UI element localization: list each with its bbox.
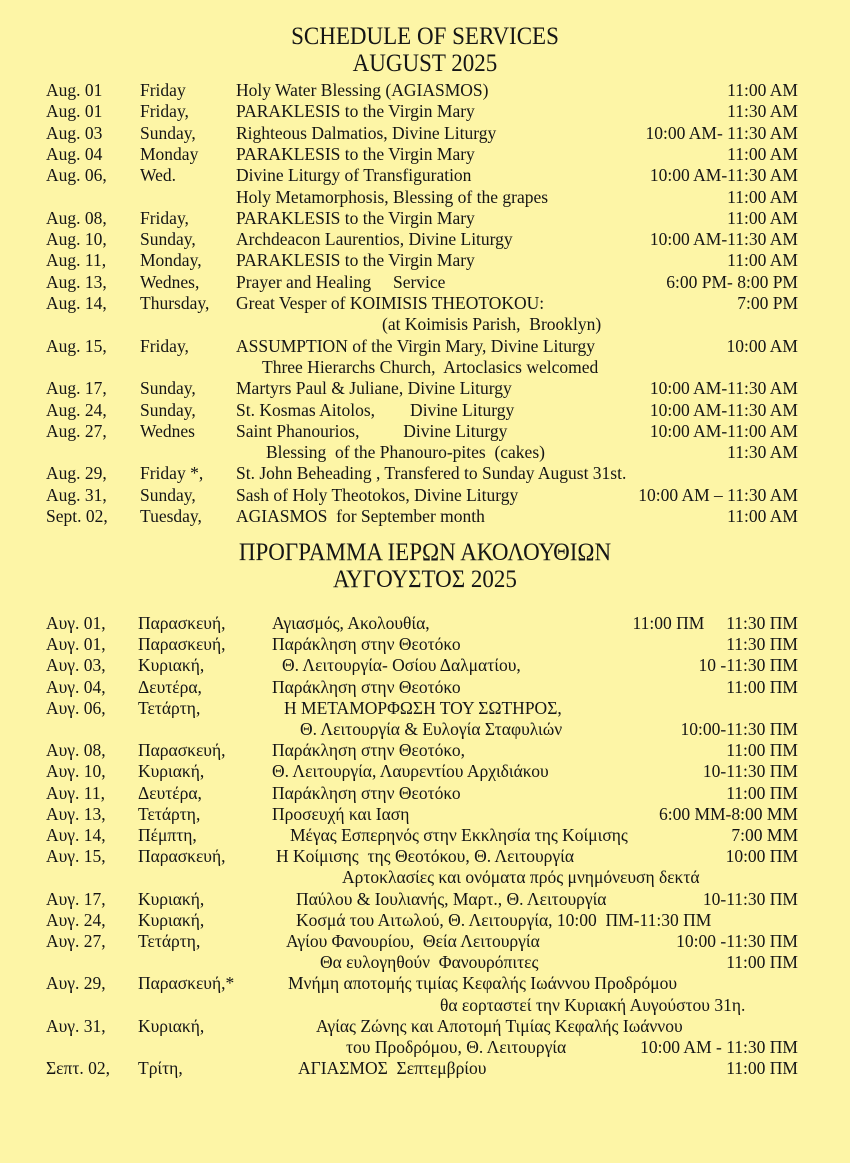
time-cell: 6:00 ΜΜ-8:00 ΜΜ: [658, 803, 798, 824]
date-cell: Aug. 17,: [46, 378, 107, 399]
time-cell: 10-11:30 ΠΜ: [702, 888, 798, 909]
day-cell: Παρασκευή,: [138, 634, 226, 655]
day-cell: Thursday,: [140, 293, 210, 313]
time-cell: 11:00 AM: [727, 143, 798, 164]
event-cell: Prayer and Healing Service: [236, 271, 446, 292]
schedule-row: [0, 803, 850, 825]
day-cell: Sunday,: [140, 122, 196, 143]
day-cell: Παρασκευή,*: [138, 973, 235, 994]
event-cell: Θ. Λειτουργία & Ευλογία Σταφυλιών: [300, 719, 563, 739]
date-cell: Aug. 03: [46, 122, 103, 143]
day-cell: Δευτέρα,: [138, 676, 202, 697]
time-cell: 10 -11:30 ΠΜ: [698, 655, 798, 676]
schedule-row: [0, 888, 850, 910]
event-cell: Divine Liturgy of Transfiguration: [236, 165, 472, 186]
greek-title: ΠΡΟΓΡΑΜΜΑ ΙΕΡΩΝ ΑΚΟΛΟΥΘΙΩΝ: [238, 539, 612, 566]
date-cell: Aug. 01: [46, 101, 103, 122]
day-cell: Παρασκευή,: [138, 613, 226, 633]
date-cell: Aug. 04: [46, 143, 103, 164]
day-cell: Wednes,: [140, 271, 200, 292]
time-cell: 10:00 AM – 11:30 AM: [638, 484, 798, 505]
time-cell: 11:30 AM: [727, 101, 798, 122]
day-cell: Wed.: [140, 165, 177, 186]
date-cell: Aug. 06,: [46, 165, 107, 186]
schedule-row: [0, 1015, 850, 1037]
event-cell: Παράκληση στην Θεοτόκο: [272, 782, 461, 803]
time-cell: 7:00 ΜΜ: [731, 825, 798, 845]
event-cell: Παύλου & Ιουλιανής, Μαρτ., Θ. Λειτουργία: [296, 888, 607, 909]
day-cell: Παρασκευή,: [138, 740, 226, 761]
schedule-row: [0, 143, 850, 165]
schedule-row: [0, 462, 850, 484]
event-cell: Righteous Dalmatios, Divine Liturgy: [236, 122, 497, 143]
time-cell: 11:00 AM: [727, 250, 798, 271]
day-cell: Friday,: [140, 335, 189, 356]
time-cell: 10:00 AM: [726, 335, 798, 356]
date-cell: Aug. 15,: [46, 335, 107, 356]
date-cell: Aug. 01: [46, 80, 103, 100]
event-cell: Blessing of the Phanouro-pites (cakes): [266, 442, 545, 463]
event-cell: Προσευχή και Ιαση: [272, 803, 410, 824]
day-cell: Wednes: [140, 420, 195, 441]
event-cell: PARAKLESIS to the Virgin Mary: [236, 207, 475, 228]
schedule-row: [0, 100, 850, 122]
day-cell: Sunday,: [140, 229, 196, 250]
day-cell: Τετάρτη,: [138, 931, 201, 951]
event-cell: St. Kosmas Aitolos, Divine Liturgy: [236, 399, 515, 420]
date-cell: Aug. 13,: [46, 271, 107, 292]
time-cell: 10:00 AM-11:30 AM: [649, 165, 798, 186]
day-cell: Κυριακή,: [138, 761, 205, 782]
day-cell: Monday: [140, 143, 199, 164]
date-cell: Αυγ. 24,: [46, 909, 106, 930]
event-cell: Archdeacon Laurentios, Divine Liturgy: [236, 229, 513, 250]
schedule-row: [0, 122, 850, 144]
event-cell: Holy Water Blessing (AGIASMOS): [236, 80, 489, 100]
time-cell: 10-11:30 ΠΜ: [702, 761, 798, 782]
schedule-row: [0, 228, 850, 250]
greek-subtitle: ΑΥΓΟΥΣΤΟΣ 2025: [333, 566, 517, 593]
day-cell: Friday,: [140, 101, 189, 122]
schedule-row: [0, 420, 850, 442]
schedule-row: [0, 972, 850, 994]
day-cell: Τετάρτη,: [138, 697, 201, 718]
event-cell: του Προδρόμου, Θ. Λειτουργία: [346, 1037, 567, 1057]
day-cell: Τετάρτη,: [138, 803, 201, 824]
date-cell: Αυγ. 01,: [46, 634, 106, 655]
event-cell: St. John Beheading , Transfered to Sunday August 31st.: [236, 463, 627, 484]
event-cell: Παράκληση στην Θεοτόκο: [272, 634, 461, 655]
event-cell: PARAKLESIS to the Virgin Mary: [236, 101, 475, 122]
date-cell: Αυγ. 31,: [46, 1015, 106, 1036]
schedule-row: [0, 484, 850, 506]
event-cell: Αγίου Φανουρίου, Θεία Λειτουργία: [286, 931, 540, 951]
day-cell: Τρίτη,: [138, 1058, 183, 1079]
event-cell: Sash of Holy Theotokos, Divine Liturgy: [236, 484, 519, 505]
day-cell: Tuesday,: [140, 506, 202, 526]
schedule-row: [0, 739, 850, 761]
time-cell: 10:00 ΠΜ: [725, 846, 798, 867]
event-cell: Μέγας Εσπερηνός στην Εκκλησία της Κοίμισης: [290, 825, 628, 845]
day-cell: Sunday,: [140, 399, 196, 420]
event-cell: Martyrs Paul & Juliane, Divine Liturgy: [236, 378, 512, 399]
day-cell: Κυριακή,: [138, 655, 205, 676]
time-cell: 10:00-11:30 ΠΜ: [680, 719, 798, 739]
day-cell: Παρασκευή,: [138, 846, 226, 867]
day-cell: Κυριακή,: [138, 888, 205, 909]
date-cell: Αυγ. 14,: [46, 825, 106, 845]
date-cell: Αυγ. 08,: [46, 740, 106, 761]
event-cell: Θα ευλογηθούν Φανουρόπιτες: [320, 952, 539, 973]
schedule-row: [0, 951, 850, 973]
date-cell: Αυγ. 10,: [46, 761, 106, 782]
schedule-row: [0, 718, 850, 740]
schedule-row: [0, 930, 850, 952]
schedule-row: [0, 207, 850, 229]
event-cell: Saint Phanourios, Divine Liturgy: [236, 420, 508, 441]
event-cell: Παράκληση στην Θεοτόκο: [272, 676, 461, 697]
schedule-row: [0, 909, 850, 931]
schedule-row: [0, 164, 850, 186]
time-cell: 11:00 AM: [727, 506, 798, 526]
time-cell: 11:30 ΠΜ: [726, 634, 798, 655]
date-cell: Aug. 27,: [46, 420, 107, 441]
schedule-row: [0, 505, 850, 527]
time-cell: 10:00 AM-11:00 AM: [649, 420, 798, 441]
date-cell: Αυγ. 06,: [46, 697, 106, 718]
schedule-row: [0, 845, 850, 867]
date-cell: Αυγ. 04,: [46, 676, 106, 697]
event-cell: Αγίας Ζώνης και Αποτομή Τιμίας Κεφαλής Ιωάννου: [316, 1015, 683, 1036]
event-cell: θα εορταστεί την Κυριακή Αυγούστου 31η.: [440, 994, 746, 1015]
time-cell: 10:00 -11:30 ΠΜ: [676, 931, 798, 951]
date-cell: Αυγ. 29,: [46, 973, 106, 994]
day-cell: Friday: [140, 80, 186, 100]
schedule-row: [0, 356, 850, 378]
time-cell: 11:00 ΠΜ: [726, 1058, 798, 1079]
english-title: SCHEDULE OF SERVICES: [291, 23, 559, 50]
day-cell: Sunday,: [140, 378, 196, 399]
schedule-row: [0, 186, 850, 208]
date-cell: Αυγ. 17,: [46, 888, 106, 909]
date-cell: Αυγ. 13,: [46, 803, 106, 824]
event-cell: Η Κοίμισης της Θεοτόκου, Θ. Λειτουργία: [276, 846, 575, 867]
date-cell: Αυγ. 01,: [46, 613, 106, 633]
schedule-row: [0, 654, 850, 676]
day-cell: Κυριακή,: [138, 1015, 205, 1036]
day-cell: Δευτέρα,: [138, 782, 202, 803]
day-cell: Πέμπτη,: [138, 825, 197, 845]
time-cell: 11:30 AM: [727, 442, 798, 463]
schedule-row: [0, 335, 850, 357]
day-cell: Κυριακή,: [138, 909, 205, 930]
event-cell: Αγιασμός, Ακολουθία,: [272, 613, 430, 633]
event-cell: Μνήμη αποτομής τιμίας Κεφαλής Ιωάννου Προδρόμου: [288, 973, 678, 994]
english-subtitle: AUGUST 2025: [352, 50, 498, 77]
event-cell: PARAKLESIS to the Virgin Mary: [236, 250, 475, 271]
schedule-row: [0, 824, 850, 846]
schedule-row: [0, 866, 850, 888]
time-cell: 10:00 ΑΜ - 11:30 ΠΜ: [640, 1037, 798, 1057]
date-cell: Aug. 08,: [46, 207, 107, 228]
time-cell: 11:00 ΠΜ: [726, 782, 798, 803]
schedule-row: [0, 994, 850, 1016]
event-cell: Θ. Λειτουργία, Λαυρεντίου Αρχιδιάκου: [272, 761, 549, 782]
event-cell: Παράκληση στην Θεοτόκο,: [272, 740, 465, 761]
time-cell: 10:00 AM-11:30 AM: [649, 229, 798, 250]
date-cell: Aug. 11,: [46, 250, 107, 271]
schedule-row: [0, 79, 850, 101]
schedule-row: [0, 676, 850, 698]
schedule-row: [0, 271, 850, 293]
date-cell: Αυγ. 15,: [46, 846, 106, 867]
time-cell: 11:00 ΠΜ: [726, 676, 798, 697]
event-cell: Θ. Λειτουργία- Οσίου Δαλματίου,: [282, 655, 521, 676]
time-cell: 6:00 PM- 8:00 PM: [666, 271, 798, 292]
schedule-row: [0, 249, 850, 271]
schedule-row: [0, 697, 850, 719]
schedule-row: [0, 441, 850, 463]
date-cell: Αυγ. 27,: [46, 931, 106, 951]
event-cell: AGIASMOS for September month: [236, 506, 485, 526]
day-cell: Sunday,: [140, 484, 196, 505]
time-cell: 10:00 AM-11:30 AM: [649, 399, 798, 420]
event-cell: Αρτοκλασίες και ονόματα πρός μνημόνευση δεκτά: [342, 867, 700, 888]
schedule-row: [0, 399, 850, 421]
event-cell: Three Hierarchs Church, Artoclasics welcomed: [262, 356, 599, 377]
day-cell: Monday,: [140, 250, 202, 271]
event-cell: (at Koimisis Parish, Brooklyn): [382, 314, 602, 335]
schedule-row: [0, 760, 850, 782]
time-cell: 11:00 AM: [727, 80, 798, 100]
event-cell: Η ΜΕΤΑΜΟΡΦΩΣΗ ΤΟΥ ΣΩΤΗΡΟΣ,: [284, 697, 562, 718]
date-cell: Σεπτ. 02,: [46, 1058, 111, 1079]
event-cell: PARAKLESIS to the Virgin Mary: [236, 143, 475, 164]
event-cell: Great Vesper of KOIMISIS THEOTOKOU:: [236, 293, 545, 313]
schedule-row: [0, 1057, 850, 1079]
schedule-row: [0, 313, 850, 335]
time-cell: 7:00 PM: [737, 293, 798, 313]
schedule-row: [0, 292, 850, 314]
day-cell: Friday,: [140, 207, 189, 228]
schedule-row: [0, 782, 850, 804]
schedule-row: [0, 633, 850, 655]
date-cell: Aug. 31,: [46, 484, 107, 505]
time-cell: 11:00 ΠΜ: [726, 740, 798, 761]
date-cell: Aug. 14,: [46, 293, 107, 313]
event-cell: Holy Metamorphosis, Blessing of the grapes: [236, 186, 549, 207]
date-cell: Aug. 10,: [46, 229, 107, 250]
date-cell: Αυγ. 11,: [46, 782, 106, 803]
time-cell: 11:00 AM: [727, 207, 798, 228]
schedule-row: [0, 1036, 850, 1058]
schedule-row: [0, 377, 850, 399]
date-cell: Aug. 29,: [46, 463, 107, 484]
time-cell: 10:00 AM- 11:30 AM: [645, 122, 798, 143]
date-cell: Αυγ. 03,: [46, 655, 106, 676]
event-cell: ΑΓΙΑΣΜΟΣ Σεπτεμβρίου: [298, 1058, 487, 1079]
schedule-row: [0, 612, 850, 634]
time-cell: 11:00 AM: [727, 186, 798, 207]
time-cell: 10:00 AM-11:30 AM: [649, 378, 798, 399]
date-cell: Sept. 02,: [46, 506, 108, 526]
day-cell: Friday *,: [140, 463, 204, 484]
time-cell: 11:00 ΠΜ 11:30 ΠΜ: [632, 613, 798, 633]
date-cell: Aug. 24,: [46, 399, 107, 420]
time-cell: 11:00 ΠΜ: [726, 952, 798, 973]
event-cell: ASSUMPTION of the Virgin Mary, Divine Liturgy: [236, 335, 595, 356]
event-cell: Κοσμά του Αιτωλού, Θ. Λειτουργία, 10:00 ΠΜ-11:30 ΠΜ: [296, 909, 712, 930]
